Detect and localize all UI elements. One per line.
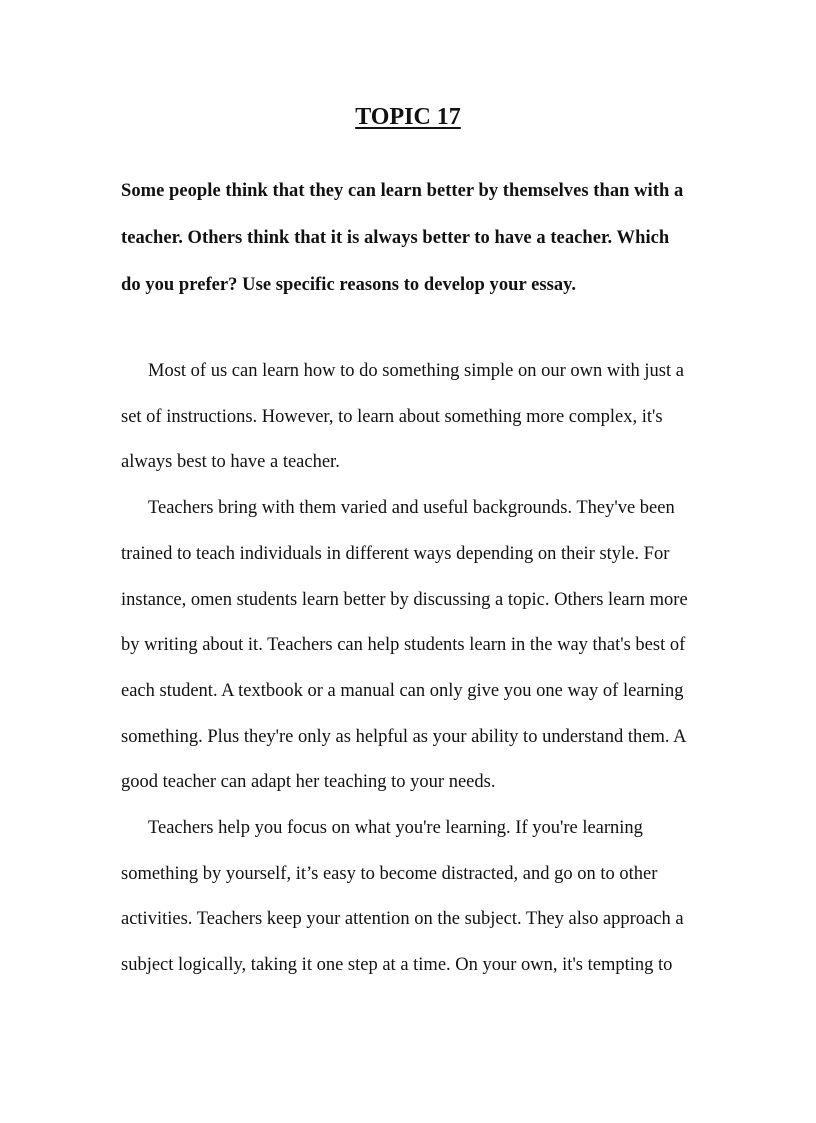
prompt-line: Some people think that they can learn better by themselves than with a (121, 181, 684, 201)
paragraph-3-line: activities. Teachers keep your attention on the subject. They also approach a (121, 909, 684, 930)
paragraph-2-line: something. Plus they're only as helpful as your ability to understand them. A (121, 726, 687, 747)
prompt-line: do you prefer? Use specific reasons to develop your essay. (121, 275, 577, 295)
paragraph-1-line: set of instructions. However, to learn about something more complex, it's (121, 406, 663, 427)
paragraph-3-line: Teachers help you focus on what you're learning. If you're learning (148, 818, 643, 839)
paragraph-3-line: something by yourself, it’s easy to become distracted, and go on to other (121, 863, 658, 884)
prompt-line: teacher. Others think that it is always better to have a teacher. Which (121, 228, 670, 248)
paragraph-3-line: subject logically, taking it one step at a time. On your own, it's tempting to (121, 955, 673, 976)
paragraph-2-line: trained to teach individuals in different ways depending on their style. For (121, 543, 670, 564)
paragraph-2-line: each student. A textbook or a manual can only give you one way of learning (121, 680, 684, 701)
paragraph-1-line: Most of us can learn how to do something simple on our own with just a (148, 361, 684, 381)
page-title (0, 100, 816, 134)
essay-prompt (121, 168, 711, 309)
essay-body (121, 349, 711, 989)
paragraph-2-line: Teachers bring with them varied and useful backgrounds. They've been (148, 498, 675, 519)
paragraph-2-line: good teacher can adapt her teaching to your needs. (121, 772, 496, 793)
title-text: TOPIC 17 (355, 104, 461, 130)
paragraph-2-line: instance, omen students learn better by discussing a topic. Others learn more (121, 589, 688, 610)
paragraph-2-line: by writing about it. Teachers can help students learn in the way that's best of (121, 635, 686, 656)
paragraph-1-line: always best to have a teacher. (121, 452, 340, 473)
